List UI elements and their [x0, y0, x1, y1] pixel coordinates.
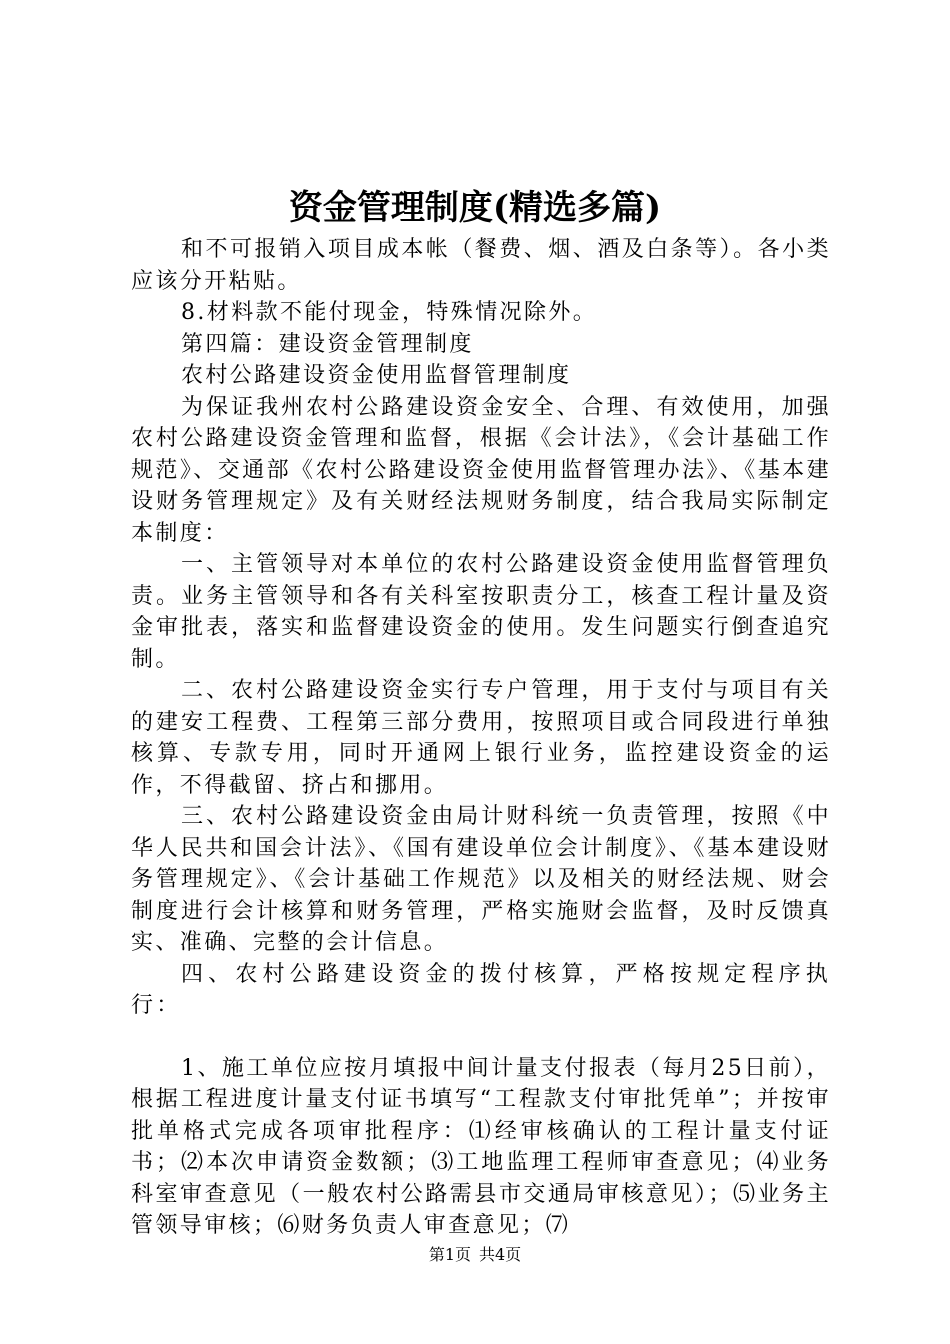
page-number: 第1页 — [428, 1245, 471, 1264]
paragraph-gap — [131, 1022, 831, 1053]
paragraph-article-1: 一、主管领导对本单位的农村公路建设资金使用监督管理负责。业务主管领导和各有关科室按职责分工，核查工程计量及资金审批表，落实和监督建设资金的使用。发生问题实行倒查追究制。 — [131, 552, 831, 672]
paragraph-preamble: 为保证我州农村公路建设资金安全、合理、有效使用，加强农村公路建设资金管理和监督，根据《会计法》，《会计基础工作规范》、交通部《农村公路建设资金使用监督管理办法》、《基本建设财务管理规定》及有关财经法规财务制度，结合我局实际制定本制度： — [131, 394, 831, 546]
paragraph-article-2: 二、农村公路建设资金实行专户管理，用于支付与项目有关的建安工程费、工程第三部分费用，按照项目或合同段进行单独核算、专款专用，同时开通网上银行业务，监控建设资金的运作，不得截留、挤占和挪用。 — [131, 678, 831, 798]
section-heading: 第四篇：建设资金管理制度 — [181, 331, 474, 357]
paragraph-item-1: 1、施工单位应按月填报中间计量支付报表（每月25日前），根据工程进度计量支付证书填写“工程款支付审批凭单”；并按审批单格式完成各项审批程序：⑴经审核确认的工程计量支付证书；⑵本次申请资金数额；⑶工地监理工程师审查意见；⑷业务科室审查意见（一般农村公路需县市交通局审核意见）；⑸业务主管领导审核；⑹财务负责人审查意见；⑺ — [131, 1055, 831, 1238]
page-footer — [0, 1244, 950, 1266]
paragraph-article-4: 四、农村公路建设资金的拨付核算，严格按规定程序执行： — [131, 961, 831, 1018]
document-body — [131, 234, 831, 1242]
paragraph-2: 8.材料款不能付现金，特殊情况除外。 — [181, 300, 598, 325]
paragraph-article-3: 三、农村公路建设资金由局计财科统一负责管理，按照《中华人民共和国会计法》、《国有建设单位会计制度》、《基本建设财务管理规定》、《会计基础工作规范》以及相关的财经法规、财会制度进行会计核算和财务管理，严格实施财会监督，及时反馈真实、准确、完整的会计信息。 — [131, 804, 831, 955]
paragraph-1: 和不可报销入项目成本帐（餐费、烟、酒及白条等）。各小类应该分开粘贴。 — [131, 237, 831, 294]
regulation-title: 农村公路建设资金使用监督管理制度 — [181, 363, 572, 388]
document-title: 资金管理制度(精选多篇) — [288, 188, 662, 228]
page-total: 共4页 — [479, 1245, 522, 1264]
